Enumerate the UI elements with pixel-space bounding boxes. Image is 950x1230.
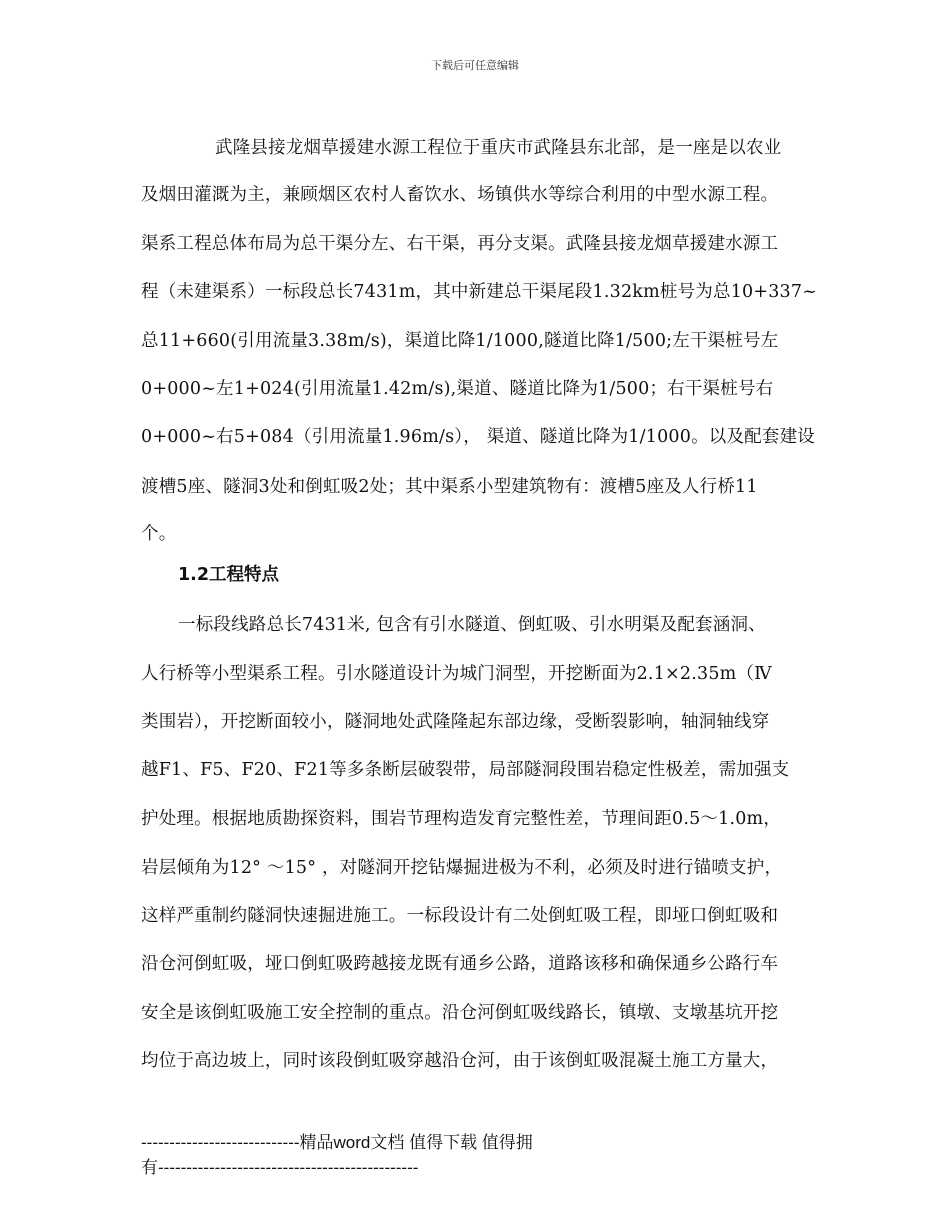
text-line: 人行桥等小型渠系工程。引水隧道设计为城门洞型，开挖断面为2.1×2.35m（Ⅳ: [141, 664, 772, 684]
text-line: 类围岩），开挖断面较小，隧洞地处武隆隆起东部边缘，受断裂影响，轴洞轴线穿: [141, 712, 770, 732]
text-line: 个。: [141, 524, 177, 544]
text-line: 0+000~左1+024(引用流量1.42m/s),渠道、隧道比降为1/500；右干渠桩号右: [141, 379, 774, 399]
text-line: 一标段线路总长7431米, 包含有引水隧道、倒虹吸、引水明渠及配套涵洞、: [178, 615, 766, 635]
text-line: 总11+660(引用流量3.38m/s)，渠道比降1/1000,隧道比降1/500;左干渠桩号左: [141, 331, 779, 351]
text-line: 程（未建渠系）一标段总长7431m，其中新建总干渠尾段1.32km桩号为总10+337~: [141, 282, 818, 302]
text-line: 安全是该倒虹吸施工安全控制的重点。沿仓河倒虹吸线路长，镇墩、支墩基坑开挖: [141, 1003, 779, 1023]
text-line: 越F1、F5、F20、F21等多条断层破裂带，局部隧洞段围岩稳定性极差，需加强支: [141, 760, 790, 780]
footer-line-2: 有----------------------------------------------: [141, 1158, 419, 1177]
text-line: 均位于高边坡上，同时该段倒虹吸穿越沿仓河，由于该倒虹吸混凝土施工方量大，: [141, 1051, 779, 1071]
text-line: 沿仓河倒虹吸，垭口倒虹吸跨越接龙既有通乡公路，道路该移和确保通乡公路行车: [141, 954, 779, 974]
text-line: 渡槽5座、隧洞3处和倒虹吸2处；其中渠系小型建筑物有：渡槽5座及人行桥11: [141, 477, 758, 497]
text-line: 及烟田灌溉为主，兼顾烟区农村人畜饮水、场镇供水等综合利用的中型水源工程。: [141, 185, 779, 205]
text-line: 0+000~右5+084（引用流量1.96m/s）， 渠道、隧道比降为1/1000。以及配套建设: [141, 427, 815, 447]
section-heading: 1.2工程特点: [178, 565, 280, 585]
text-line: 护处理。根据地质勘探资料，围岩节理构造发育完整性差，节理间距0.5～1.0m，: [141, 809, 782, 829]
footer-line-1: ----------------------------精品word文档 值得下载 值得拥: [141, 1133, 533, 1152]
page-header: 下载后可任意编辑: [431, 59, 519, 72]
text-line: 这样严重制约隧洞快速掘进施工。一标段设计有二处倒虹吸工程，即垭口倒虹吸和: [141, 906, 779, 926]
text-line: 岩层倾角为12° ～15° ，对隧洞开挖钻爆掘进极为不利，必须及时进行锚喷支护，: [141, 858, 783, 878]
text-line: 武隆县接龙烟草援建水源工程位于重庆市武隆县东北部，是一座是以农业: [215, 138, 782, 158]
text-line: 渠系工程总体布局为总干渠分左、右干渠，再分支渠。武隆县接龙烟草援建水源工: [141, 234, 779, 254]
